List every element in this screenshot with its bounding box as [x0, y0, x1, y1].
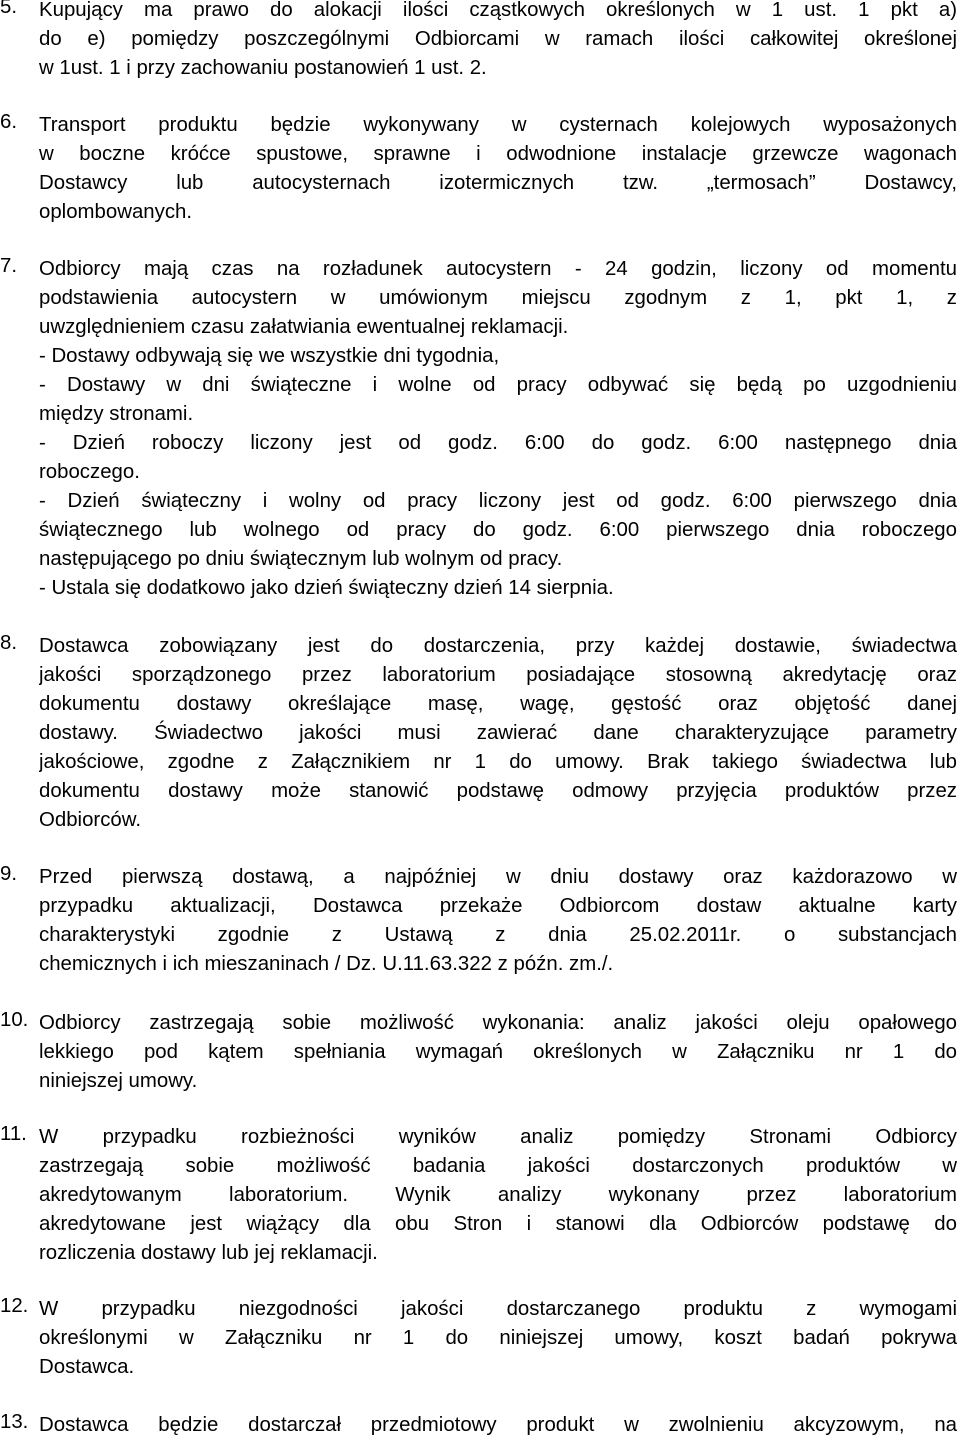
text-line: Odbiorców.	[39, 809, 142, 831]
text-line: W przypadku niezgodności jakości dostarczanego produktu z wymogami	[39, 1298, 957, 1320]
list-item	[0, 632, 960, 835]
list-item-text	[39, 1123, 957, 1268]
text-line: rozliczenia dostawy lub jej reklamacji.	[39, 1242, 378, 1264]
text-line: Transport produktu będzie wykonywany w cysternach kolejowych wyposażonych	[39, 114, 957, 136]
text-line: akredytowane jest wiążący dla obu Stron i stanowi dla Odbiorców podstawę do	[39, 1213, 957, 1235]
list-item-text	[39, 111, 957, 227]
list-item-text	[39, 863, 957, 979]
text-line: Odbiorcy mają czas na rozładunek autocystern - 24 godzin, liczony od momentu	[39, 258, 957, 280]
text-line: - Ustala się dodatkowo jako dzień świąteczny dzień 14 sierpnia.	[39, 577, 614, 599]
list-item	[0, 863, 960, 979]
list-item-number: 12.	[0, 1295, 29, 1317]
text-line: charakterystyki zgodnie z Ustawą z dnia 25.02.2011r. o substancjach	[39, 924, 957, 946]
list-item-number: 5.	[0, 0, 18, 18]
list-item-number: 9.	[0, 863, 18, 885]
list-item-number: 8.	[0, 632, 18, 654]
list-item-number: 13.	[0, 1411, 29, 1433]
text-line: jakości sporządzonego przez laboratorium posiadające stosowną akredytację oraz	[39, 664, 957, 686]
text-line: - Dostawy odbywają się we wszystkie dni tygodnia,	[39, 345, 500, 367]
text-line: roboczego.	[39, 461, 140, 483]
list-item	[0, 1123, 960, 1268]
list-item-number: 10.	[0, 1009, 29, 1031]
list-item-text	[39, 1411, 957, 1440]
list-item-text	[39, 632, 957, 835]
list-item	[0, 255, 960, 603]
text-line: podstawienia autocystern w umówionym miejscu zgodnym z 1, pkt 1, z	[39, 287, 957, 309]
text-line: określonymi w Załączniku nr 1 do niniejszej umowy, koszt badań pokrywa	[39, 1327, 957, 1349]
text-line: W przypadku rozbieżności wyników analiz pomiędzy Stronami Odbiorcy	[39, 1126, 957, 1148]
list-item-number: 6.	[0, 111, 18, 133]
list-item-number: 11.	[0, 1123, 27, 1145]
text-line: Dostawcy lub autocysternach izotermicznych tzw. „termosach” Dostawcy,	[39, 172, 957, 194]
text-line: następującego po dniu świątecznym lub wolnym od pracy.	[39, 548, 563, 570]
text-line: lekkiego pod kątem spełniania wymagań określonych w Załączniku nr 1 do	[39, 1041, 957, 1063]
text-line: między stronami.	[39, 403, 194, 425]
text-line: świątecznego lub wolnego od pracy do godz. 6:00 pierwszego dnia roboczego	[39, 519, 957, 541]
text-line: dokumentu dostawy może stanowić podstawę odmowy przyjęcia produktów przez	[39, 780, 957, 802]
list-item-text	[39, 1295, 957, 1382]
text-line: Przed pierwszą dostawą, a najpóźniej w dniu dostawy oraz każdorazowo w	[39, 866, 957, 888]
text-line: - Dzień świąteczny i wolny od pracy liczony jest od godz. 6:00 pierwszego dnia	[39, 490, 957, 512]
text-line: jakościowe, zgodne z Załącznikiem nr 1 do umowy. Brak takiego świadectwa lub	[39, 751, 957, 773]
list-item	[0, 0, 960, 83]
list-item-number: 7.	[0, 255, 18, 277]
list-item-text	[39, 0, 957, 83]
list-item	[0, 1295, 960, 1382]
text-line: Dostawca będzie dostarczał przedmiotowy produkt w zwolnieniu akcyzowym, na	[39, 1414, 957, 1436]
text-line: - Dzień roboczy liczony jest od godz. 6:00 do godz. 6:00 następnego dnia	[39, 432, 957, 454]
text-line: Dostawca zobowiązany jest do dostarczenia, przy każdej dostawie, świadectwa	[39, 635, 957, 657]
text-line: dokumentu dostawy określające masę, wagę, gęstość oraz objętość danej	[39, 693, 957, 715]
text-line: akredytowanym laboratorium. Wynik analizy wykonany przez laboratorium	[39, 1184, 957, 1206]
list-item	[0, 111, 960, 227]
text-line: przypadku aktualizacji, Dostawca przekaże Odbiorcom dostaw aktualne karty	[39, 895, 957, 917]
text-line: chemicznych i ich mieszaninach / Dz. U.11.63.322 z późn. zm./.	[39, 953, 614, 975]
text-line: Dostawca.	[39, 1356, 135, 1378]
text-line: dostawy. Świadectwo jakości musi zawierać dane charakteryzujące parametry	[39, 722, 957, 744]
text-line: uwzględnieniem czasu załatwiania ewentualnej reklamacji.	[39, 316, 569, 338]
list-item	[0, 1009, 960, 1096]
text-line: niniejszej umowy.	[39, 1070, 198, 1092]
text-line: - Dostawy w dni świąteczne i wolne od pracy odbywać się będą po uzgodnieniu	[39, 374, 957, 396]
text-line: Kupujący ma prawo do alokacji ilości cząstkowych określonych w 1 ust. 1 pkt a)	[39, 0, 957, 21]
text-line: Odbiorcy zastrzegają sobie możliwość wykonania: analiz jakości oleju opałowego	[39, 1012, 957, 1034]
text-line: w boczne króćce spustowe, sprawne i odwodnione instalacje grzewcze wagonach	[39, 143, 957, 165]
text-line: do e) pomiędzy poszczególnymi Odbiorcami w ramach ilości całkowitej określonej	[39, 28, 957, 50]
list-item	[0, 1411, 960, 1440]
text-line: zastrzegają sobie możliwość badania jakości dostarczonych produktów w	[39, 1155, 957, 1177]
list-item-text	[39, 1009, 957, 1096]
list-item-text	[39, 255, 957, 603]
text-line: oplombowanych.	[39, 201, 193, 223]
text-line: w 1ust. 1 i przy zachowaniu postanowień 1 ust. 2.	[39, 57, 487, 79]
